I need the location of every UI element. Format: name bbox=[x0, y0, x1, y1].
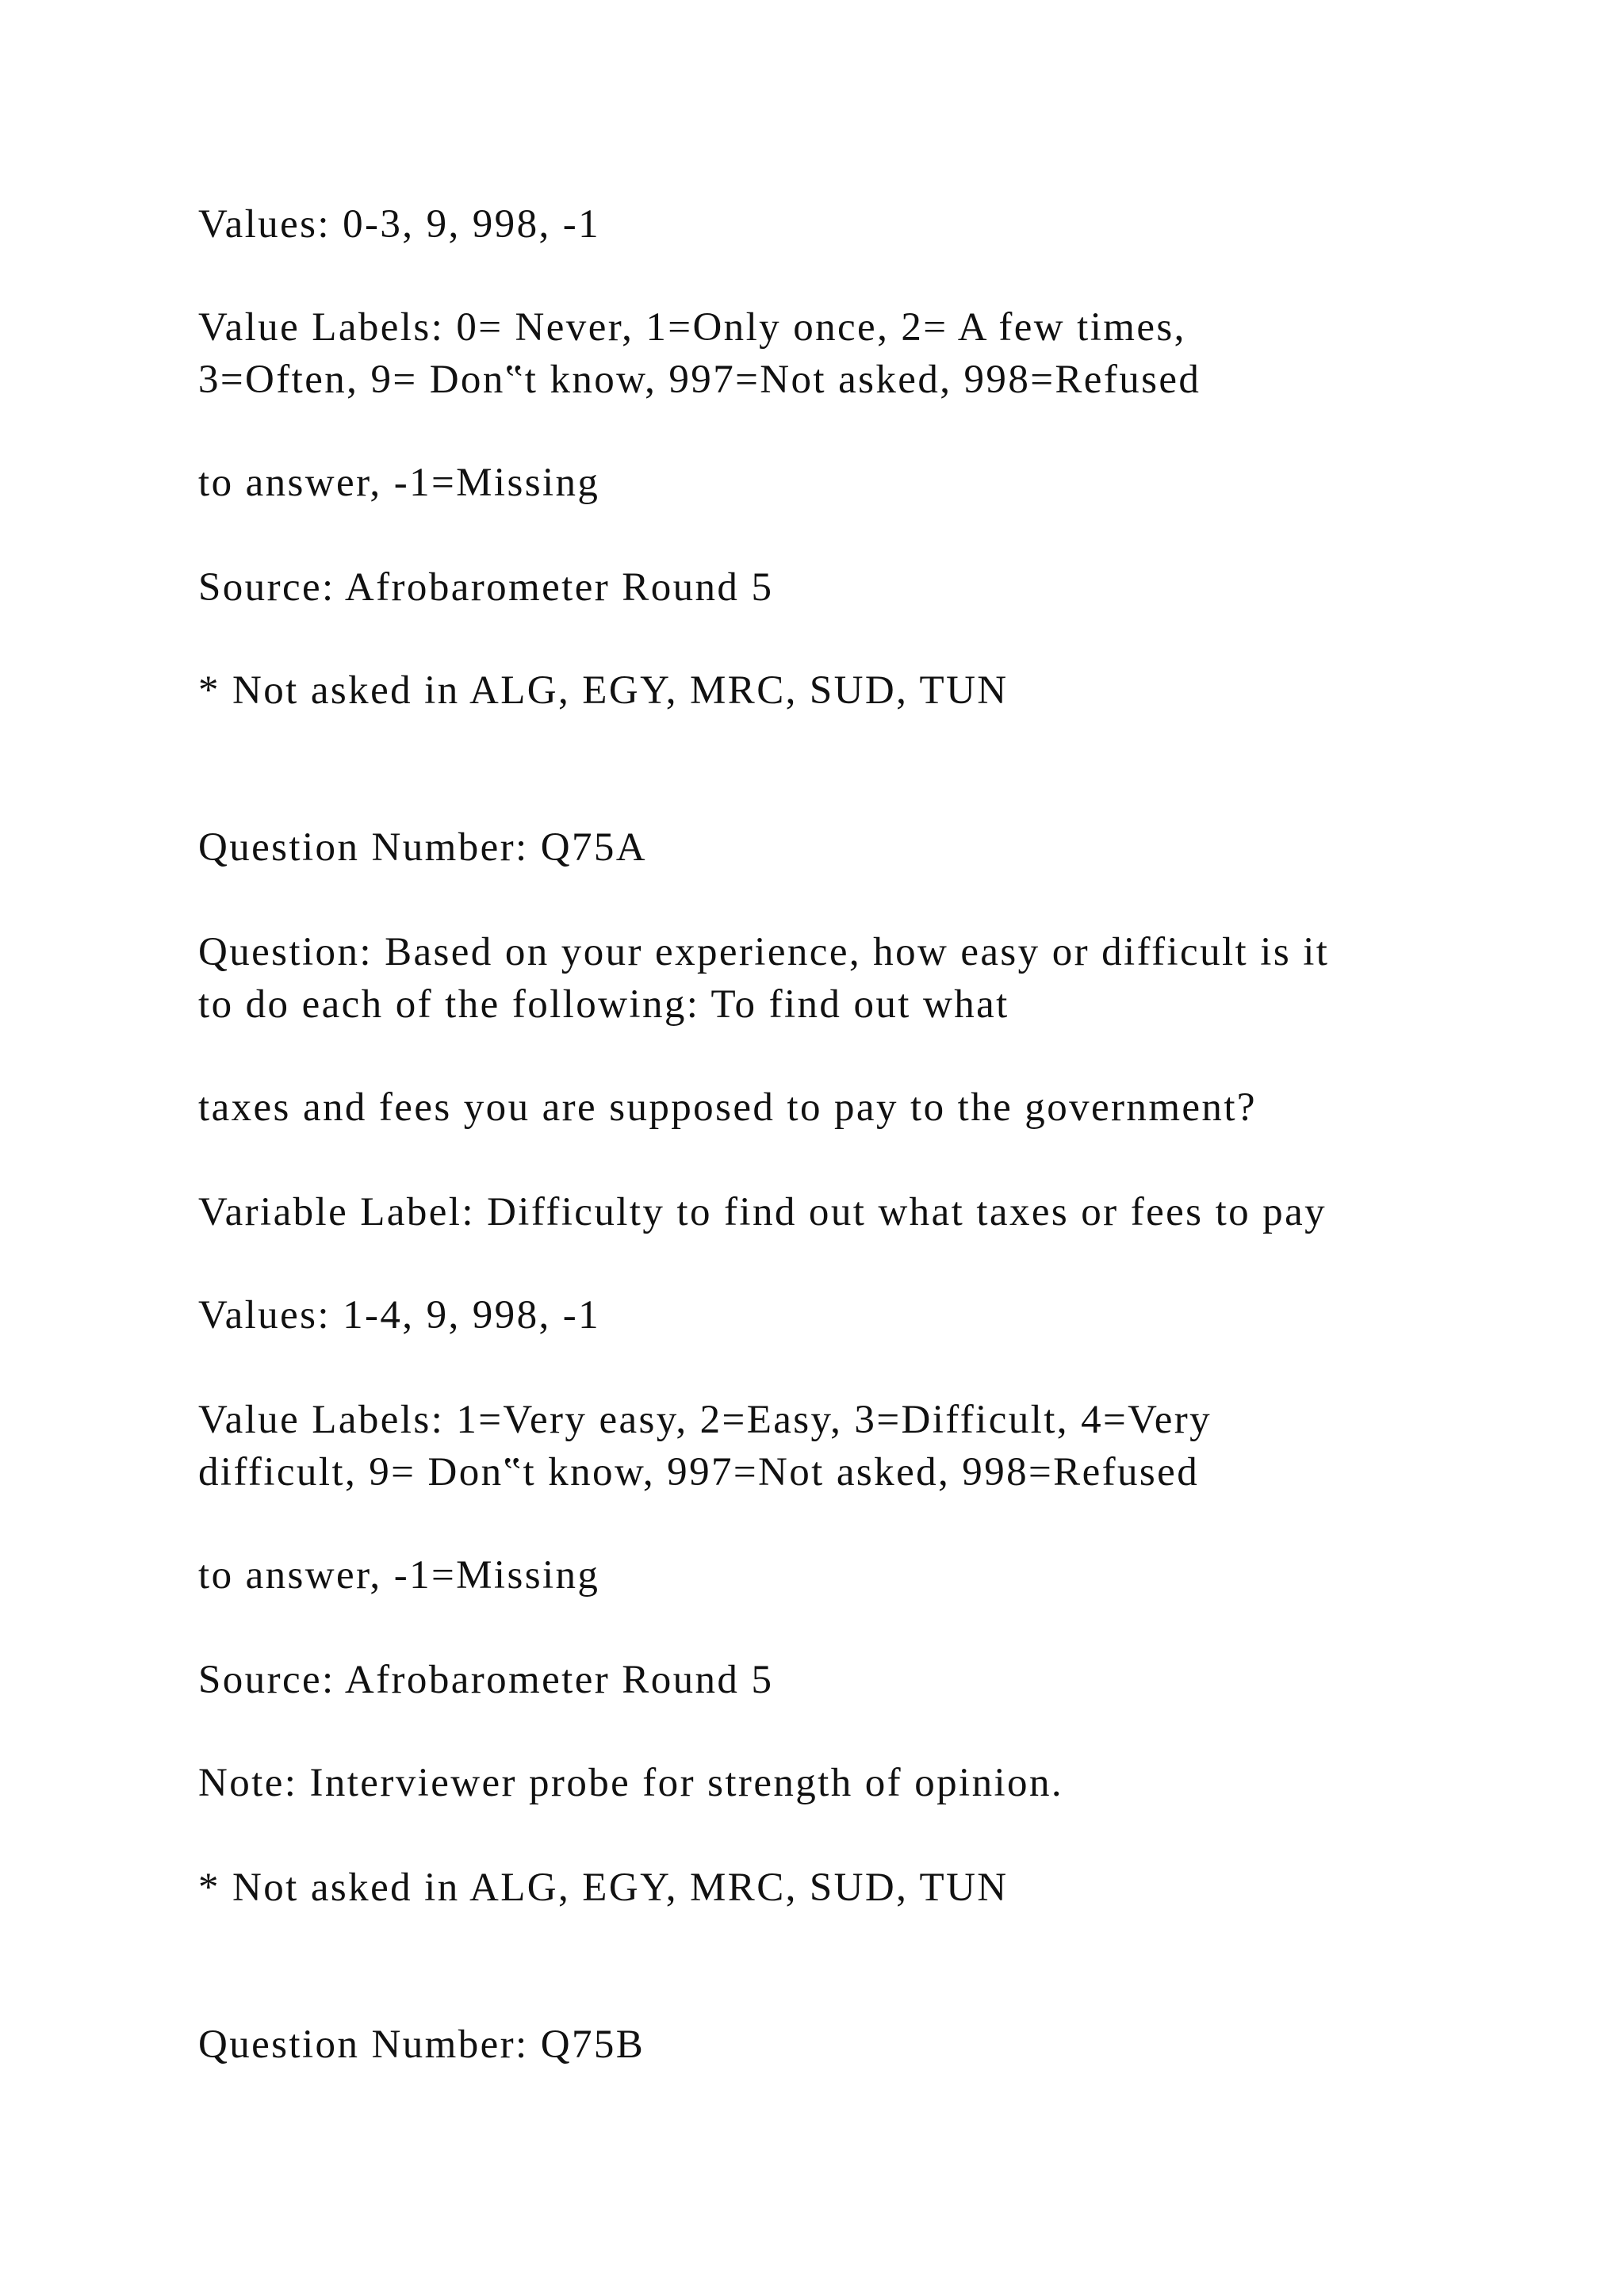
values-line: Values: 0-3, 9, 998, -1 bbox=[198, 202, 601, 247]
question-line-3: taxes and fees you are supposed to pay to the government? bbox=[198, 1085, 1257, 1130]
not-asked-line: * Not asked in ALG, EGY, MRC, SUD, TUN bbox=[198, 668, 1009, 713]
question-line-2: to do each of the following: To find out what bbox=[198, 982, 1009, 1027]
source-line: Source: Afrobarometer Round 5 bbox=[198, 565, 774, 610]
value-labels-line-3: to answer, -1=Missing bbox=[198, 461, 600, 505]
value-labels-line-3: to answer, -1=Missing bbox=[198, 1553, 600, 1598]
value-labels-line-2: 3=Often, 9= Don‟t know, 997=Not asked, 998=Refused bbox=[198, 358, 1201, 402]
question-number-q75b: Question Number: Q75B bbox=[198, 2022, 645, 2067]
value-labels-line-2: difficult, 9= Don‟t know, 997=Not asked, 998=Refused bbox=[198, 1450, 1200, 1494]
value-labels-line-1: Value Labels: 1=Very easy, 2=Easy, 3=Difficult, 4=Very bbox=[198, 1398, 1212, 1442]
source-line: Source: Afrobarometer Round 5 bbox=[198, 1658, 774, 1702]
variable-label-line: Variable Label: Difficulty to find out what taxes or fees to pay bbox=[198, 1190, 1327, 1234]
question-number-q75a: Question Number: Q75A bbox=[198, 825, 648, 870]
not-asked-line: * Not asked in ALG, EGY, MRC, SUD, TUN bbox=[198, 1866, 1009, 1910]
value-labels-line-1: Value Labels: 0= Never, 1=Only once, 2= A few times, bbox=[198, 305, 1186, 350]
question-line-1: Question: Based on your experience, how easy or difficult is it bbox=[198, 930, 1330, 974]
note-line: Note: Interviewer probe for strength of opinion. bbox=[198, 1761, 1063, 1805]
values-line: Values: 1-4, 9, 998, -1 bbox=[198, 1293, 601, 1337]
